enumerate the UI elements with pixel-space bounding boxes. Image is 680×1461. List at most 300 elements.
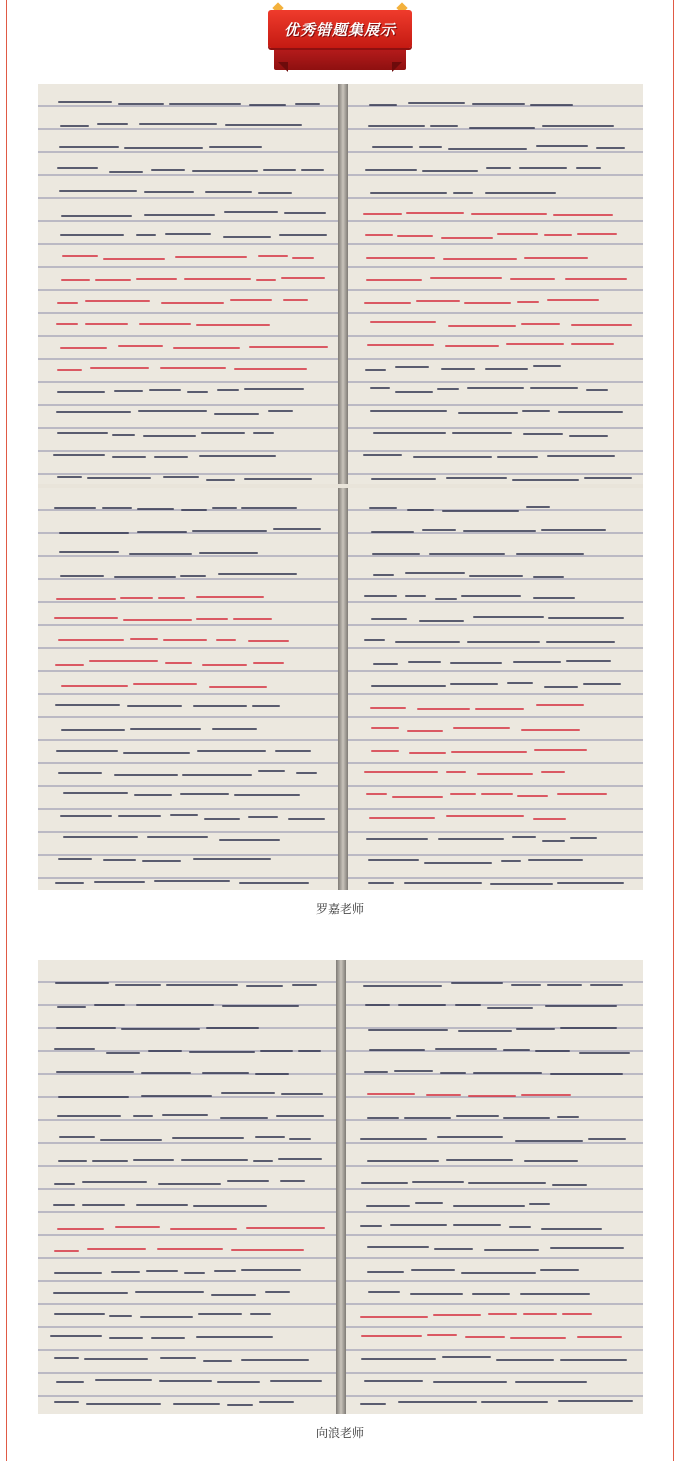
handwriting-stroke [199, 455, 276, 457]
handwriting-stroke [193, 705, 247, 707]
handwriting-stroke [541, 1228, 603, 1230]
handwriting-stroke [212, 728, 257, 730]
handwriting-stroke [250, 1313, 272, 1315]
handwriting-stroke [161, 302, 224, 304]
handwriting-stroke [270, 1380, 322, 1382]
handwriting-stroke [371, 727, 400, 729]
handwriting-stroke [147, 836, 207, 838]
handwriting-stroke [55, 664, 84, 666]
handwriting-stroke [360, 1138, 427, 1140]
handwriting-stroke [114, 576, 176, 578]
handwriting-stroke [234, 368, 307, 370]
handwriting-stroke [53, 454, 105, 456]
handwriting-stroke [59, 551, 118, 553]
handwriting-stroke [54, 1048, 95, 1050]
handwriting-stroke [486, 167, 512, 169]
handwriting-stroke [244, 478, 311, 480]
handwriting-stroke [102, 507, 132, 509]
handwriting-stroke [366, 279, 423, 281]
handwriting-stroke [58, 1160, 87, 1162]
handwriting-stroke [371, 685, 445, 687]
handwriting-stroke [544, 234, 573, 236]
handwriting-stroke [412, 1181, 463, 1183]
handwriting-stroke [523, 1313, 558, 1315]
handwriting-stroke [209, 686, 267, 688]
handwriting-stroke [364, 302, 411, 304]
handwriting-stroke [258, 192, 292, 194]
handwriting-stroke [115, 1226, 160, 1228]
handwriting-stroke [553, 214, 614, 216]
handwriting-stroke [410, 1293, 464, 1295]
handwriting-stroke [265, 1291, 290, 1293]
handwriting-stroke [137, 508, 174, 510]
handwriting-stroke [438, 838, 504, 840]
handwriting-stroke [371, 531, 414, 533]
handwriting-stroke [501, 860, 521, 862]
banner-title: 优秀错题集展示 [283, 20, 396, 39]
handwriting-stroke [422, 170, 477, 172]
handwriting-stroke [485, 192, 556, 194]
handwriting-stroke [536, 704, 584, 706]
handwriting-stroke [284, 212, 325, 214]
handwriting-stroke [206, 479, 236, 481]
handwriting-stroke [253, 662, 284, 664]
handwriting-stroke [106, 1052, 140, 1054]
notebook-page [348, 84, 643, 484]
handwriting-stroke [366, 257, 435, 259]
handwriting-stroke [434, 1248, 474, 1250]
handwriting-stroke [484, 1249, 539, 1251]
handwriting-stroke [234, 794, 300, 796]
handwriting-stroke [109, 171, 143, 173]
handwriting-stroke [149, 389, 181, 391]
handwriting-stroke [159, 1380, 212, 1382]
handwriting-stroke [95, 279, 132, 281]
handwriting-stroke [109, 1315, 133, 1317]
handwriting-stroke [422, 529, 456, 531]
handwriting-stroke [520, 1293, 590, 1295]
handwriting-stroke [364, 595, 397, 597]
handwriting-stroke [442, 510, 519, 512]
handwriting-stroke [557, 882, 623, 884]
handwriting-stroke [258, 255, 288, 257]
handwriting-stroke [441, 368, 475, 370]
handwriting-stroke [473, 1072, 542, 1074]
handwriting-stroke [175, 256, 247, 258]
handwriting-stroke [255, 1136, 285, 1138]
banner-ribbon [274, 48, 406, 70]
handwriting-stroke [450, 683, 498, 685]
handwriting-stroke [196, 1336, 273, 1338]
notebook-spine [338, 488, 348, 890]
handwriting-stroke [370, 410, 447, 412]
handwriting-stroke [143, 435, 196, 437]
handwriting-stroke [62, 255, 98, 257]
handwriting-stroke [196, 324, 270, 326]
notebook-spine [338, 84, 348, 484]
handwriting-stroke [59, 146, 119, 148]
handwriting-stroke [184, 278, 251, 280]
handwriting-stroke [244, 388, 303, 390]
handwriting-stroke [189, 1051, 255, 1053]
handwriting-stroke [367, 1246, 429, 1248]
handwriting-stroke [364, 1071, 389, 1073]
teacher-caption: 罗嘉老师 [315, 902, 364, 916]
handwriting-stroke [584, 477, 632, 479]
handwriting-stroke [545, 1005, 617, 1007]
handwriting-stroke [57, 391, 105, 393]
handwriting-stroke [487, 1007, 533, 1009]
handwriting-stroke [360, 1316, 427, 1318]
handwriting-stroke [415, 1202, 443, 1204]
handwriting-stroke [528, 859, 583, 861]
handwriting-stroke [55, 704, 120, 706]
handwriting-stroke [118, 103, 165, 105]
handwriting-stroke [424, 862, 491, 864]
handwriting-stroke [533, 365, 561, 367]
handwriting-stroke [363, 985, 442, 987]
handwriting-stroke [364, 639, 385, 641]
handwriting-stroke [367, 1160, 439, 1162]
handwriting-stroke [510, 278, 555, 280]
handwriting-stroke [397, 235, 432, 237]
handwriting-stroke [54, 1313, 105, 1315]
handwriting-stroke [221, 1092, 274, 1094]
teacher-caption: 向浪老师 [315, 1426, 364, 1440]
handwriting-stroke [57, 476, 82, 478]
handwriting-stroke [59, 532, 129, 534]
handwriting-stroke [55, 882, 84, 884]
handwriting-stroke [54, 617, 118, 619]
handwriting-stroke [192, 170, 258, 172]
handwriting-stroke [144, 214, 216, 216]
handwriting-stroke [458, 412, 518, 414]
handwriting-stroke [469, 575, 524, 577]
handwriting-stroke [407, 509, 434, 511]
handwriting-stroke [373, 432, 447, 434]
handwriting-stroke [546, 641, 615, 643]
handwriting-stroke [182, 774, 252, 776]
handwriting-stroke [550, 1073, 623, 1075]
handwriting-stroke [544, 686, 579, 688]
handwriting-stroke [263, 169, 296, 171]
handwriting-stroke [540, 1269, 579, 1271]
handwriting-stroke [103, 258, 165, 260]
handwriting-stroke [219, 839, 280, 841]
notebook-photo-1 [38, 84, 643, 890]
handwriting-stroke [90, 367, 149, 369]
handwriting-stroke [511, 984, 540, 986]
handwriting-stroke [57, 1006, 86, 1008]
handwriting-stroke [217, 389, 239, 391]
handwriting-stroke [57, 1115, 121, 1117]
handwriting-stroke [165, 662, 192, 664]
handwriting-stroke [56, 1071, 133, 1073]
handwriting-stroke [135, 1291, 205, 1293]
handwriting-stroke [56, 598, 116, 600]
handwriting-stroke [249, 346, 328, 348]
handwriting-stroke [82, 1204, 125, 1206]
handwriting-stroke [565, 278, 627, 280]
handwriting-stroke [137, 531, 187, 533]
handwriting-stroke [490, 883, 553, 885]
handwriting-stroke [451, 982, 503, 984]
handwriting-stroke [295, 103, 320, 105]
right-border-line [673, 0, 674, 1461]
handwriting-stroke [233, 618, 272, 620]
handwriting-stroke [583, 683, 621, 685]
handwriting-stroke [547, 455, 616, 457]
handwriting-stroke [146, 1270, 178, 1272]
handwriting-stroke [542, 840, 565, 842]
handwriting-stroke [151, 1337, 185, 1339]
handwriting-stroke [241, 1269, 300, 1271]
handwriting-stroke [283, 299, 308, 301]
handwriting-stroke [202, 664, 248, 666]
handwriting-stroke [456, 1115, 500, 1117]
handwriting-stroke [369, 1049, 425, 1051]
handwriting-stroke [61, 215, 133, 217]
handwriting-stroke [395, 366, 430, 368]
handwriting-stroke [430, 125, 458, 127]
handwriting-stroke [246, 985, 283, 987]
handwriting-stroke [533, 818, 566, 820]
handwriting-stroke [56, 750, 118, 752]
handwriting-stroke [214, 1270, 236, 1272]
handwriting-stroke [361, 1358, 436, 1360]
handwriting-stroke [58, 772, 103, 774]
handwriting-stroke [214, 413, 259, 415]
notebook-spine [336, 960, 346, 1414]
handwriting-stroke [199, 552, 258, 554]
handwriting-stroke [198, 1313, 242, 1315]
handwriting-stroke [158, 1183, 221, 1185]
handwriting-stroke [154, 456, 188, 458]
handwriting-stroke [433, 1381, 507, 1383]
handwriting-stroke [260, 1050, 293, 1052]
handwriting-stroke [206, 1027, 259, 1029]
handwriting-stroke [503, 1049, 530, 1051]
handwriting-stroke [136, 278, 177, 280]
handwriting-stroke [57, 369, 82, 371]
handwriting-stroke [458, 1030, 512, 1032]
handwriting-stroke [361, 1335, 422, 1337]
notebook-page [38, 488, 338, 890]
handwriting-stroke [94, 881, 145, 883]
handwriting-stroke [133, 1159, 174, 1161]
handwriting-stroke [465, 1336, 505, 1338]
handwriting-stroke [481, 1401, 548, 1403]
handwriting-stroke [398, 1004, 446, 1006]
handwriting-stroke [360, 1225, 381, 1227]
handwriting-stroke [515, 1140, 583, 1142]
handwriting-stroke [446, 815, 524, 817]
handwriting-stroke [56, 1381, 84, 1383]
handwriting-stroke [569, 435, 608, 437]
handwriting-stroke [60, 234, 124, 236]
notebook-page [348, 488, 643, 890]
handwriting-stroke [268, 410, 293, 412]
handwriting-stroke [521, 323, 559, 325]
handwriting-stroke [411, 1269, 454, 1271]
handwriting-stroke [111, 1271, 140, 1273]
handwriting-stroke [57, 302, 78, 304]
handwriting-stroke [279, 234, 327, 236]
handwriting-stroke [372, 553, 421, 555]
handwriting-stroke [503, 1117, 550, 1119]
handwriting-stroke [170, 1228, 237, 1230]
handwriting-stroke [133, 683, 197, 685]
handwriting-stroke [404, 1117, 451, 1119]
handwriting-stroke [227, 1404, 252, 1406]
handwriting-stroke [180, 793, 229, 795]
handwriting-stroke [369, 817, 435, 819]
handwriting-stroke [557, 1116, 579, 1118]
handwriting-stroke [548, 617, 624, 619]
handwriting-stroke [173, 347, 240, 349]
handwriting-stroke [367, 1271, 405, 1273]
handwriting-stroke [258, 770, 285, 772]
handwriting-stroke [140, 1316, 193, 1318]
handwriting-stroke [451, 751, 527, 753]
handwriting-stroke [142, 860, 182, 862]
handwriting-stroke [366, 838, 428, 840]
handwriting-stroke [433, 1314, 481, 1316]
handwriting-stroke [192, 530, 267, 532]
section-banner [268, 0, 412, 78]
handwriting-stroke [452, 432, 512, 434]
handwriting-stroke [363, 454, 402, 456]
handwriting-stroke [141, 1072, 191, 1074]
handwriting-stroke [419, 620, 465, 622]
handwriting-stroke [298, 1050, 321, 1052]
handwriting-stroke [56, 1027, 116, 1029]
handwriting-stroke [523, 433, 563, 435]
handwriting-stroke [212, 507, 236, 509]
notebook-page [38, 84, 338, 484]
handwriting-stroke [408, 661, 441, 663]
handwriting-stroke [203, 1360, 233, 1362]
handwriting-stroke [443, 258, 516, 260]
handwriting-stroke [367, 1093, 415, 1095]
handwriting-stroke [196, 596, 264, 598]
handwriting-stroke [121, 1028, 200, 1030]
handwriting-stroke [123, 752, 190, 754]
handwriting-stroke [112, 434, 136, 436]
handwriting-stroke [570, 837, 597, 839]
handwriting-stroke [448, 148, 527, 150]
handwriting-stroke [241, 507, 296, 509]
handwriting-stroke [253, 432, 275, 434]
handwriting-stroke [368, 125, 425, 127]
handwriting-stroke [566, 660, 611, 662]
handwriting-stroke [292, 257, 313, 259]
handwriting-stroke [450, 662, 502, 664]
handwriting-stroke [222, 1005, 299, 1007]
handwriting-stroke [231, 1249, 304, 1251]
handwriting-stroke [416, 300, 460, 302]
handwriting-stroke [57, 167, 98, 169]
handwriting-stroke [97, 123, 128, 125]
handwriting-stroke [509, 1226, 531, 1228]
handwriting-stroke [248, 640, 289, 642]
handwriting-stroke [369, 104, 397, 106]
handwriting-stroke [369, 507, 397, 509]
handwriting-stroke [562, 1313, 592, 1315]
handwriting-stroke [450, 793, 476, 795]
handwriting-stroke [516, 553, 584, 555]
handwriting-stroke [139, 323, 191, 325]
handwriting-stroke [218, 573, 297, 575]
handwriting-stroke [367, 1117, 399, 1119]
handwriting-stroke [497, 456, 538, 458]
handwriting-stroke [473, 616, 544, 618]
handwriting-stroke [529, 1203, 550, 1205]
handwriting-stroke [227, 1180, 269, 1182]
handwriting-stroke [467, 641, 540, 643]
handwriting-stroke [276, 1115, 324, 1117]
handwriting-stroke [230, 299, 272, 301]
handwriting-stroke [453, 1205, 525, 1207]
handwriting-stroke [120, 597, 153, 599]
handwriting-stroke [163, 639, 207, 641]
notebook-photo-2 [38, 960, 643, 1414]
handwriting-stroke [370, 707, 406, 709]
handwriting-stroke [435, 1048, 497, 1050]
handwriting-stroke [59, 190, 136, 192]
handwriting-stroke [442, 1356, 491, 1358]
handwriting-stroke [187, 391, 208, 393]
handwriting-stroke [372, 146, 413, 148]
handwriting-stroke [54, 507, 96, 509]
handwriting-stroke [588, 1138, 626, 1140]
handwriting-stroke [289, 1138, 310, 1140]
handwriting-stroke [202, 1072, 249, 1074]
handwriting-stroke [130, 728, 201, 730]
handwriting-stroke [114, 774, 178, 776]
handwriting-stroke [446, 771, 467, 773]
handwriting-stroke [124, 147, 203, 149]
handwriting-stroke [246, 1227, 325, 1229]
handwriting-stroke [517, 301, 539, 303]
handwriting-stroke [160, 367, 227, 369]
handwriting-stroke [54, 1183, 75, 1185]
handwriting-stroke [515, 1381, 587, 1383]
handwriting-stroke [61, 279, 90, 281]
handwriting-stroke [138, 410, 208, 412]
handwriting-stroke [301, 169, 324, 171]
banner-plate [268, 10, 412, 48]
handwriting-stroke [364, 1380, 423, 1382]
handwriting-stroke [405, 572, 465, 574]
handwriting-stroke [472, 103, 525, 105]
handwriting-stroke [524, 257, 588, 259]
handwriting-stroke [364, 771, 438, 773]
handwriting-stroke [211, 1294, 256, 1296]
handwriting-stroke [59, 1136, 95, 1138]
handwriting-stroke [365, 1004, 391, 1006]
handwriting-stroke [547, 299, 600, 301]
handwriting-stroke [453, 727, 511, 729]
handwriting-stroke [54, 1272, 102, 1274]
handwriting-stroke [435, 598, 456, 600]
handwriting-stroke [521, 1094, 571, 1096]
handwriting-stroke [417, 708, 471, 710]
handwriting-stroke [395, 641, 460, 643]
handwriting-stroke [533, 576, 564, 578]
handwriting-stroke [89, 660, 159, 662]
handwriting-stroke [288, 818, 324, 820]
